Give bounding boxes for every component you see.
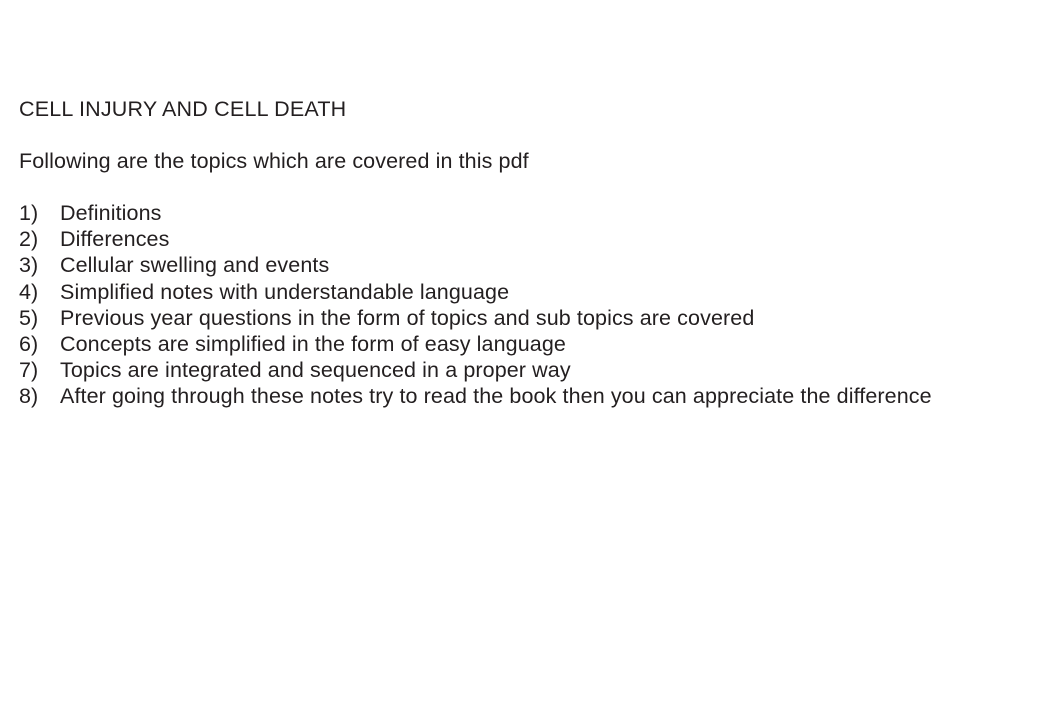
list-item [19,383,1031,409]
list-item-marker: 8) [19,384,39,409]
list-item-marker: 2) [19,227,39,252]
list-item-label: Topics are integrated and sequenced in a proper way [60,358,571,383]
intro-text: Following are the topics which are covered in this pdf [19,149,529,173]
list-item-label: Simplified notes with understandable language [60,279,510,304]
page-title: CELL INJURY AND CELL DEATH [19,97,347,121]
list-item [19,226,1031,252]
list-item-marker: 4) [19,279,39,304]
list-item-label: Concepts are simplified in the form of easy language [60,332,566,357]
list-item-marker: 7) [19,358,39,383]
list-item-marker: 1) [19,201,39,225]
list-item-label: After going through these notes try to read the book then you can appreciate the difference [60,384,932,409]
list-item [19,252,1031,278]
list-item [19,305,1031,331]
list-item-marker: 5) [19,305,39,330]
list-item [19,357,1031,383]
list-item-label: Definitions [60,201,162,225]
list-item-marker: 3) [19,253,39,278]
topic-list [19,200,1031,410]
list-item [19,331,1031,357]
list-item-label: Differences [60,227,170,252]
list-item-marker: 6) [19,332,39,357]
list-item [19,200,1031,226]
list-item [19,279,1031,305]
list-item-label: Cellular swelling and events [60,253,330,278]
list-item-label: Previous year questions in the form of topics and sub topics are covered [60,305,755,330]
